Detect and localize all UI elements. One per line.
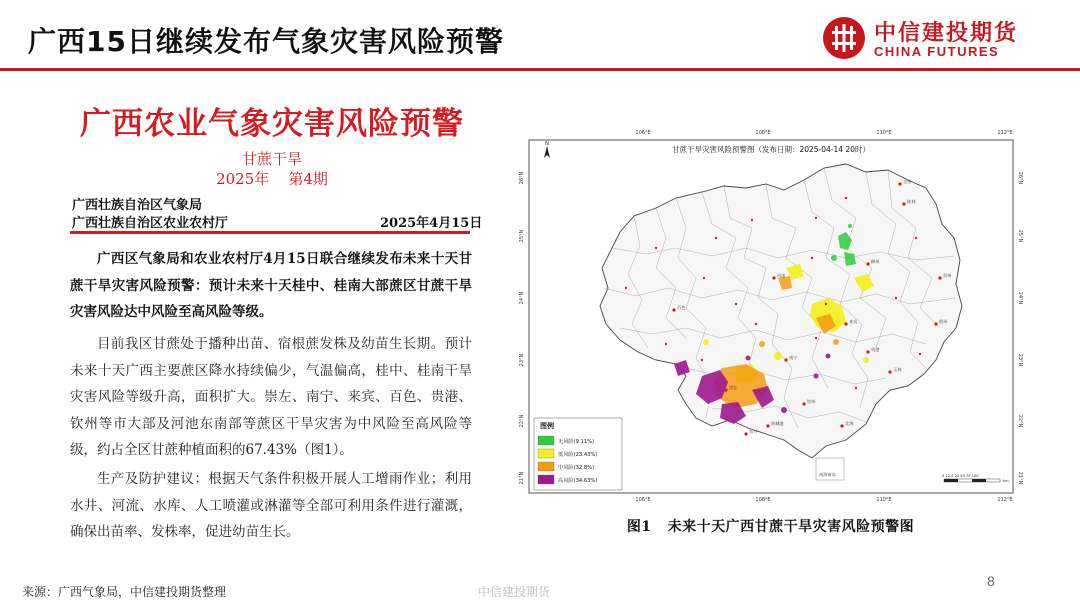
paragraph-advice: 生产及防护建议：根据天气条件积极开展人工增雨作业；利用水井、河流、水库、人工喷灌或淋灌等全部可利用条件进行灌溉，确保出苗率、发株率，促进幼苗生长。 <box>70 471 472 540</box>
lat-label: 22°N <box>1017 414 1023 428</box>
company-logo <box>822 14 1072 62</box>
legend-label-medium: 中风险(32.8%) <box>558 465 595 471</box>
city-label: 贵港 <box>871 347 880 352</box>
issuer-agriculture-department: 广西壮族自治区农业农村厅 <box>72 216 229 231</box>
svg-text:0 12.5 25 50 75 100: 0 12.5 25 50 75 100 <box>942 474 979 478</box>
lat-label: 23°N <box>1017 353 1023 367</box>
document-issue: 2025年 第4期 <box>216 170 328 188</box>
city-label: 柳州 <box>871 259 880 264</box>
logo-english-text: CHINA FUTURES <box>874 44 1000 59</box>
document-subtitle: 甘蔗干旱 <box>241 150 302 168</box>
lon-label: 106°E <box>635 497 651 503</box>
city-label: 贺州 <box>943 273 952 278</box>
issue-date: 2025年4月15日 <box>380 216 483 231</box>
source-note: 来源：广西气象局，中信建投期货整理 <box>22 585 227 599</box>
city-label: 百色 <box>677 305 686 310</box>
city-label: 钦州 <box>807 399 816 404</box>
map-legend <box>534 418 622 490</box>
map-title: 甘蔗干旱灾害风险预警图（发布日期：2025-04-14 20时） <box>671 145 871 154</box>
lat-label: 22°N <box>519 414 525 428</box>
city-label: 玉林 <box>893 367 902 372</box>
risk-map <box>516 128 1025 507</box>
legend-label-high: 高风险(34.63%) <box>558 478 598 484</box>
city-label: 全州 <box>903 179 912 184</box>
legend-swatch-high <box>538 475 554 484</box>
city-label: 来宾 <box>849 319 858 324</box>
paragraph-warning: 广西区气象局和农业农村厅4月15日联合继续发布未来十天甘蔗干旱灾害风险预警：预计未来十天桂中、桂南大部蔗区甘蔗干旱灾害风险达中风险至高风险等级。 <box>70 251 472 320</box>
logo-chinese-text: 中信建投期货 <box>874 21 1019 46</box>
lon-label: 112°E <box>997 130 1013 136</box>
legend-swatch-low <box>538 449 554 458</box>
city-label: 崇左 <box>729 385 738 390</box>
issuer-meteorological-bureau: 广西壮族自治区气象局 <box>72 198 203 213</box>
legend-label-none: 无风险(9.11%) <box>558 439 595 445</box>
lat-label: 24°N <box>519 291 525 305</box>
svg-text:N: N <box>545 141 549 147</box>
watermark: 中信建投期货 <box>478 585 551 599</box>
legend-label-low: 低风险(23.43%) <box>558 452 598 458</box>
city-label: 河池 <box>777 273 786 278</box>
city-label: 北海 <box>845 421 854 426</box>
lat-label: 26°N <box>519 171 525 185</box>
paragraph-current-status: 目前我区甘蔗处于播种出苗、宿根蔗发株及幼苗生长期。预计未来十天广西主要蔗区降水持续偏少，气温偏高，桂中、桂南干旱灾害风险等级升高，面积扩大。崇左、南宁、来宾、百色、贵港、钦州等市大部及河池东南部等蔗区干旱灾害为中风险至高风险等级，约占全区甘蔗种植面积的67.43%（图1）。 <box>70 336 472 458</box>
lat-label: 24°N <box>1017 291 1023 305</box>
svg-text:km: km <box>1003 479 1009 483</box>
south-sea-inset <box>816 458 844 480</box>
document-divider <box>70 231 470 234</box>
lon-label: 108°E <box>755 497 771 503</box>
slide-title: 广西15日继续发布气象灾害风险预警 <box>28 25 504 58</box>
map-caption: 图1 未来十天广西甘蔗干旱灾害风险预警图 <box>626 519 915 535</box>
citic-logo-icon <box>822 16 866 60</box>
city-label: 东兴 <box>749 429 758 434</box>
lon-label: 108°E <box>755 130 771 136</box>
header-divider <box>0 68 1080 71</box>
document-title: 广西农业气象灾害风险预警 <box>80 106 464 142</box>
city-label: 桂林 <box>907 199 916 204</box>
legend-swatch-none <box>538 436 554 445</box>
lat-label: 21°N <box>519 471 525 485</box>
lon-label: 110°E <box>876 497 892 503</box>
svg-text:南海诸岛: 南海诸岛 <box>819 472 836 477</box>
city-label: 梧州 <box>939 319 948 324</box>
lon-label: 110°E <box>876 130 892 136</box>
page-number: 8 <box>987 573 995 589</box>
lat-label: 23°N <box>519 353 525 367</box>
lat-label: 25°N <box>1017 229 1023 243</box>
lat-label: 26°N <box>1017 171 1023 185</box>
lon-label: 106°E <box>635 130 651 136</box>
city-label: 南宁 <box>789 355 798 360</box>
lon-label: 112°E <box>997 497 1013 503</box>
lat-label: 21°N <box>1017 471 1023 485</box>
legend-swatch-medium <box>538 462 554 471</box>
lat-label: 25°N <box>519 229 525 243</box>
legend-title: 图例 <box>540 422 554 430</box>
city-label: 防城港 <box>771 421 784 426</box>
